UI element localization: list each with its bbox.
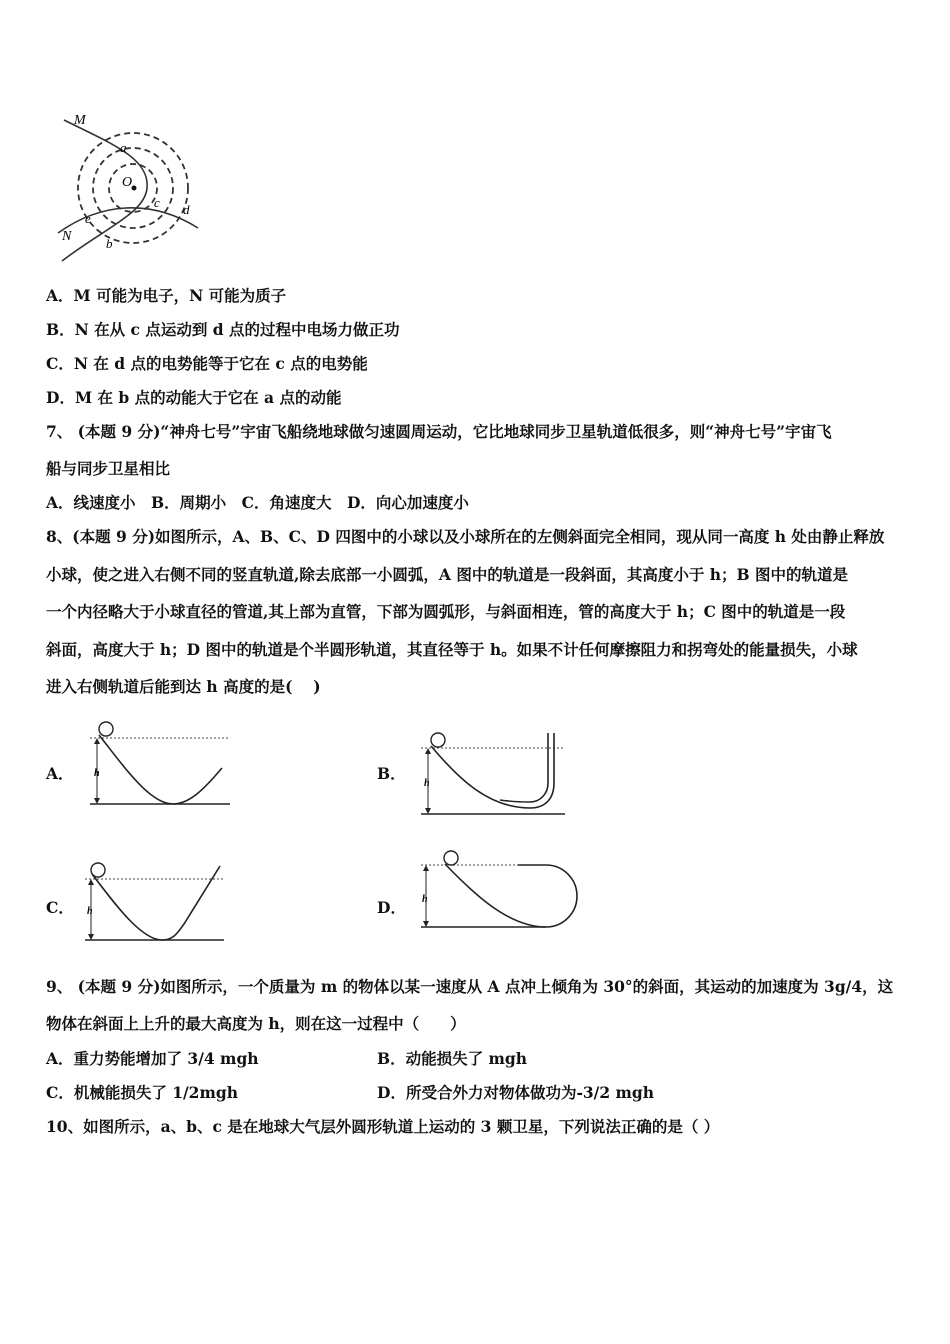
q8-figure-a [85, 718, 235, 810]
q7-stem-line2: 船与同步卫星相比 [46, 459, 171, 478]
q8-stem-line1: 8、(本题 9 分)如图所示，A、B、C、D 四图中的小球以及小球所在的左侧斜面完全相同，现从同一高度 h 处由静止释放 [46, 527, 885, 546]
q8-figure-label-d[interactable]: D． [377, 898, 406, 917]
q8-stem-line5: 进入右侧轨道后能到达 h 高度的是( ) [46, 677, 321, 696]
q6-label-d: d [183, 202, 190, 217]
q9-option-d[interactable]: D．所受合外力对物体做功为-3/2 mgh [377, 1083, 655, 1102]
q6-option-b[interactable]: B．N 在从 c 点运动到 d 点的过程中电场力做正功 [46, 320, 400, 339]
q10-stem-line1: 10、如图所示，a、b、c 是在地球大气层外圆形轨道上运动的 3 颗卫星，下列说法正确的是（ ） [46, 1117, 720, 1136]
q8-b-h-label: h [424, 778, 430, 789]
q6-label-a: a [120, 140, 127, 155]
q8-stem-line2: 小球，使之进入右侧不同的竖直轨道,除去底部一小圆弧，A 图中的轨道是一段斜面，其高度小于 h；B 图中的轨道是 [46, 565, 848, 584]
q8-c-h-label: h [87, 906, 93, 917]
q9-option-a[interactable]: A．重力势能增加了 3/4 mgh [46, 1049, 259, 1068]
q8-stem-line3: 一个内径略大于小球直径的管道,其上部为直管，下部为圆弧形，与斜面相连，管的高度大于 h；C 图中的轨道是一段 [46, 602, 846, 621]
q6-label-n: N [62, 229, 72, 244]
q6-field-figure [50, 108, 210, 268]
q8-d-h-label: h [422, 894, 428, 905]
q6-option-a[interactable]: A．M 可能为电子，N 可能为质子 [46, 286, 287, 305]
q6-label-c: c [154, 195, 160, 210]
q6-option-d[interactable]: D．M 在 b 点的动能大于它在 a 点的动能 [46, 388, 342, 407]
q8-figure-label-a[interactable]: A． [46, 764, 74, 783]
q8-figure-c [82, 852, 230, 944]
q8-figure-d [418, 848, 583, 932]
q6-label-e: e [85, 211, 91, 226]
q8-figure-label-b[interactable]: B． [377, 764, 406, 783]
q8-figure-label-c[interactable]: C． [46, 898, 74, 917]
q7-stem-line1: 7、 (本题 9 分)“神舟七号”宇宙飞船绕地球做匀速圆周运动，它比地球同步卫星轨道低很多，则“神舟七号”宇宙飞 [46, 422, 832, 441]
q9-option-c[interactable]: C．机械能损失了 1/2mgh [46, 1083, 238, 1102]
q6-label-b: b [106, 236, 113, 251]
q9-stem-line2: 物体在斜面上上升的最大高度为 h，则在这一过程中（ ） [46, 1014, 466, 1033]
q8-figure-b [418, 728, 568, 818]
q9-option-b[interactable]: B．动能损失了 mgh [377, 1049, 528, 1068]
q6-label-m: M [74, 113, 86, 128]
q9-stem-line1: 9、 (本题 9 分)如图所示，一个质量为 m 的物体以某一速度从 A 点冲上倾角为 30°的斜面，其运动的加速度为 3g/4，这 [46, 977, 894, 996]
q8-stem-line4: 斜面，高度大于 h；D 图中的轨道是个半圆形轨道，其直径等于 h。如果不计任何摩擦阻力和拐弯处的能量损失，小球 [46, 640, 858, 659]
q8-a-h-label: h [94, 768, 100, 779]
q7-options[interactable]: A．线速度小 B．周期小 C．角速度大 D．向心加速度小 [46, 493, 469, 512]
q6-label-o: O [122, 175, 133, 190]
q6-option-c[interactable]: C．N 在 d 点的电势能等于它在 c 点的电势能 [46, 354, 368, 373]
